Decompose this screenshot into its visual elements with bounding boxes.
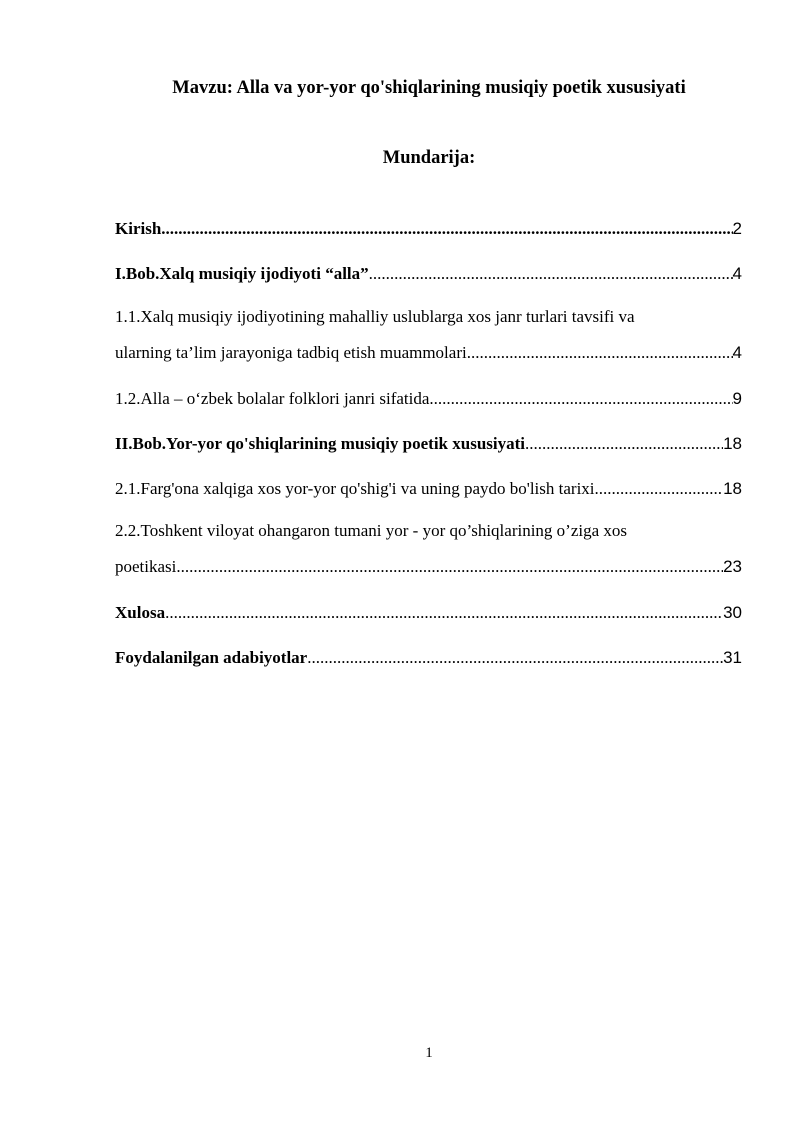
toc-entry-label: I.Bob.Xalq musiqiy ijodiyoti “alla” [115,264,369,283]
toc-page-number: 18 [723,479,742,498]
toc-leader-dots [161,217,732,241]
toc-entry-chapter-1[interactable] [115,262,742,286]
toc-leader-dots [525,432,723,456]
toc-page-number: 18 [723,434,742,453]
toc-entry-label-line-1: 2.2.Toshkent viloyat ohangaron tumani yor - yor qo’shiqlarining o’ziga xos [115,521,628,540]
toc-entry-label: 2.1.Farg'ona xalqiga xos yor-yor qo'shig'i va uning paydo bo'lish tarixi [115,479,595,498]
toc-entry-xulosa[interactable] [115,601,742,625]
toc-leader-dots [369,262,733,286]
toc-entry-label: Foydalanilgan adabiyotlar [115,648,308,667]
toc-entry-section-2-2[interactable] [115,519,742,579]
page-number: 1 [425,1045,433,1061]
toc-leader-dots [176,555,723,579]
toc-page-number: 4 [732,264,742,283]
toc-leader-dots [429,387,732,411]
toc-entry-label: 1.2.Alla – o‘zbek bolalar folklori janri sifatida [115,389,430,408]
toc-entry-label: poetikasi [115,557,177,576]
toc-page-number: 23 [723,557,742,576]
toc-leader-dots [467,341,733,365]
toc-page-number: 31 [723,648,742,667]
toc-entry-label-line-1: 1.1.Xalq musiqiy ijodiyotining mahalliy uslublarga xos janr turlari tavsifi va [115,307,635,326]
document-title: Mavzu: Alla va yor-yor qo'shiqlarining musiqiy poetik xususiyati [172,78,686,98]
toc-entry-section-1-2[interactable] [115,387,742,411]
toc-entry-chapter-2[interactable] [115,432,742,456]
toc-page-number: 9 [732,389,742,408]
toc-entry-label: II.Bob.Yor-yor qo'shiqlarining musiqiy poetik xususiyati [115,434,526,453]
toc-entry-label: Xulosa [115,603,166,622]
toc-page-number: 2 [732,219,742,238]
toc-entry-section-2-1[interactable] [115,477,742,501]
toc-entry-section-1-1[interactable] [115,305,742,365]
toc-leader-dots [595,477,724,501]
toc-heading: Mundarija: [382,148,476,168]
toc-entry-adabiyotlar[interactable] [115,646,742,670]
toc-page-number: 4 [732,343,742,362]
toc-page-number: 30 [723,603,742,622]
toc-leader-dots [165,601,723,625]
toc-entry-label: Kirish [115,219,162,238]
toc-leader-dots [307,646,723,670]
toc-entry-label: ularning ta’lim jarayoniga tadbiq etish muammolari [115,343,467,362]
toc-entry-kirish[interactable] [115,217,742,241]
